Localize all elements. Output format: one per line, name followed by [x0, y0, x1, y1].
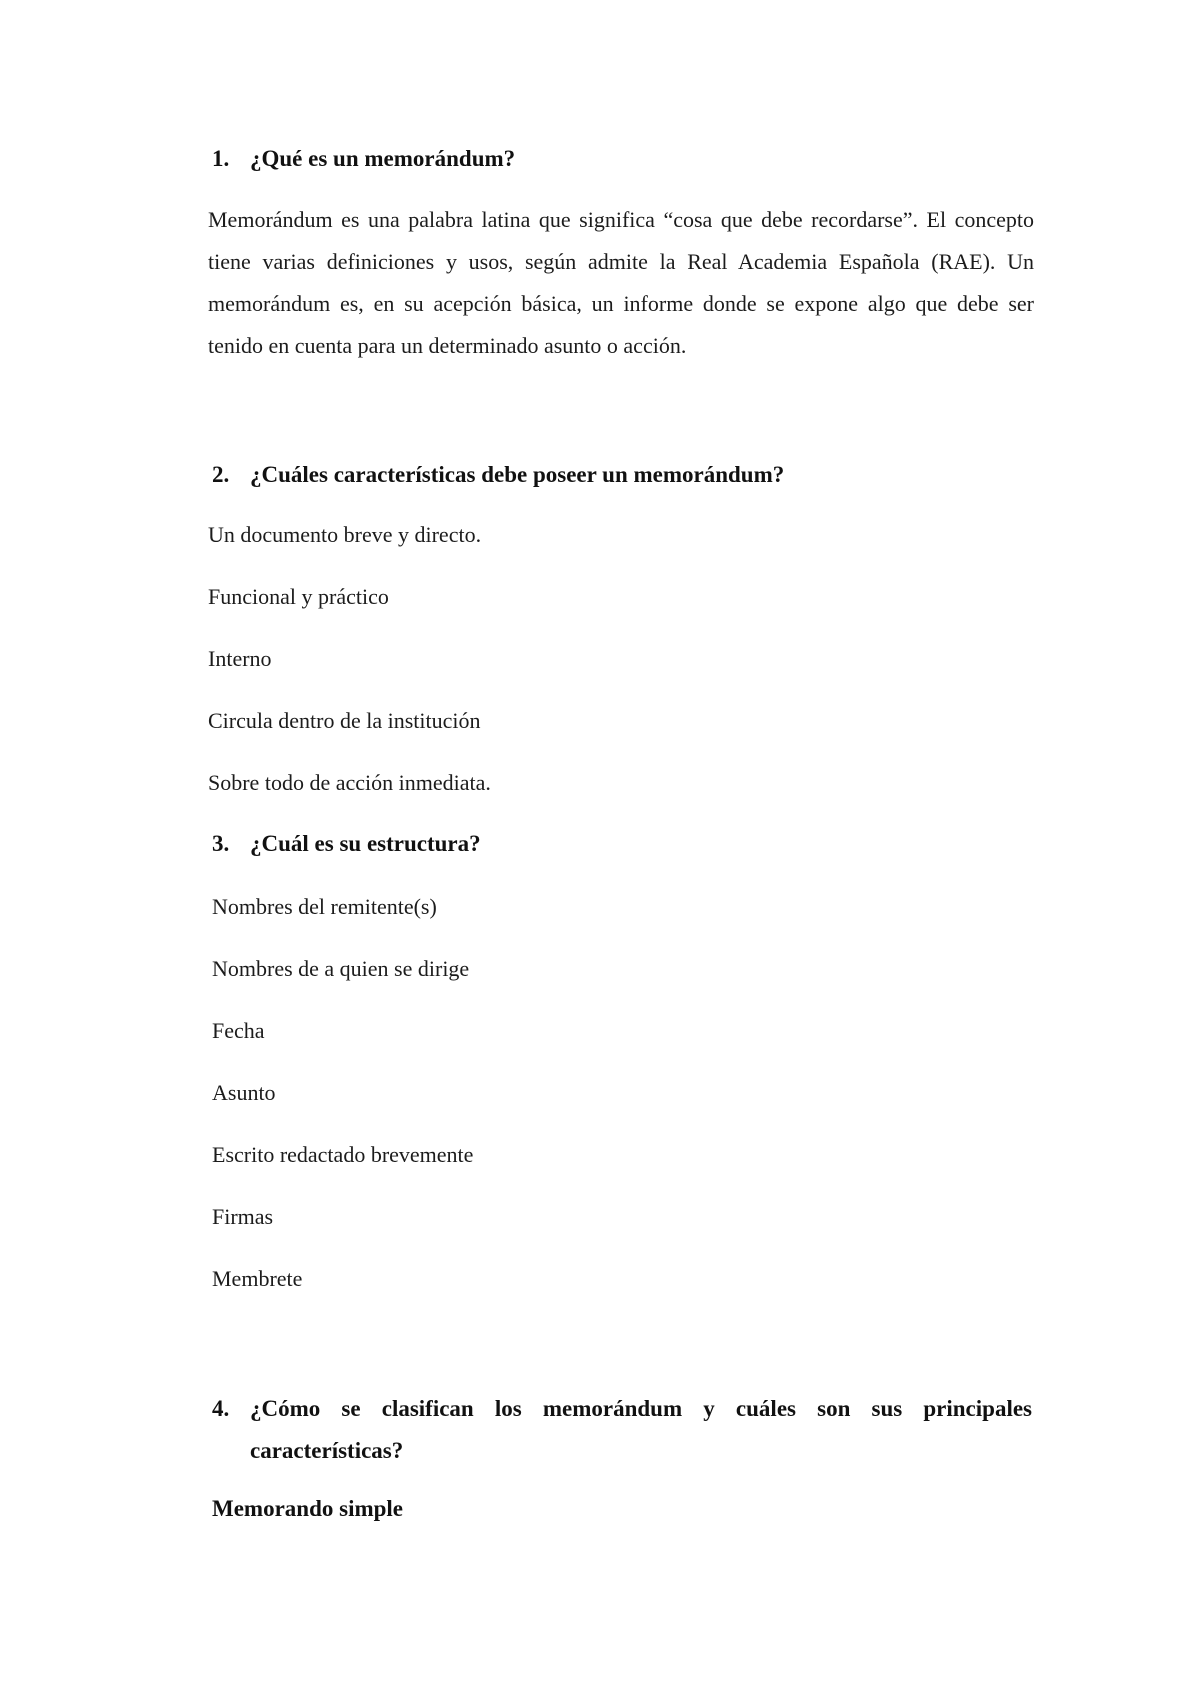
- question-3-number: 3.: [212, 831, 230, 856]
- list-item: Escrito redactado brevemente: [212, 1142, 474, 1167]
- question-2-heading: [212, 454, 784, 496]
- question-3-heading: [212, 823, 481, 865]
- list-item: Sobre todo de acción inmediata.: [208, 770, 491, 795]
- list-item: Funcional y práctico: [208, 584, 389, 609]
- list-item: Membrete: [212, 1266, 303, 1291]
- question-1-number: 1.: [212, 146, 230, 171]
- question-4-title: ¿Cómo se clasifican los memorándum y cuáles son sus principales características?: [250, 1396, 1032, 1463]
- list-item: Circula dentro de la institución: [208, 708, 481, 733]
- list-item: Nombres de a quien se dirige: [212, 956, 470, 981]
- question-2-title: ¿Cuáles características debe poseer un memorándum?: [250, 462, 785, 487]
- question-4-number: 4.: [212, 1396, 230, 1421]
- question-2-number: 2.: [212, 462, 230, 487]
- subheading-memorando-simple: Memorando simple: [212, 1496, 404, 1521]
- list-item: Asunto: [212, 1080, 276, 1105]
- question-3-title: ¿Cuál es su estructura?: [250, 831, 481, 856]
- question-1-heading: [212, 138, 515, 180]
- question-1-paragraph: Memorándum es una palabra latina que significa “cosa que debe recordarse”. El concepto tiene varias definiciones y usos, según admite la Real Academia Española (RAE). Un memorándum es, en su acepción básica, un informe donde se expone algo que debe ser tenido en cuenta para un determinado asunto o acción.: [208, 207, 1034, 358]
- list-item: Interno: [208, 646, 272, 671]
- list-item: Fecha: [212, 1018, 265, 1043]
- list-item: Un documento breve y directo.: [208, 522, 482, 547]
- list-item: Firmas: [212, 1204, 274, 1229]
- question-4-heading: [212, 1388, 1032, 1472]
- question-1-title: ¿Qué es un memorándum?: [250, 146, 516, 171]
- list-item: Nombres del remitente(s): [212, 894, 437, 919]
